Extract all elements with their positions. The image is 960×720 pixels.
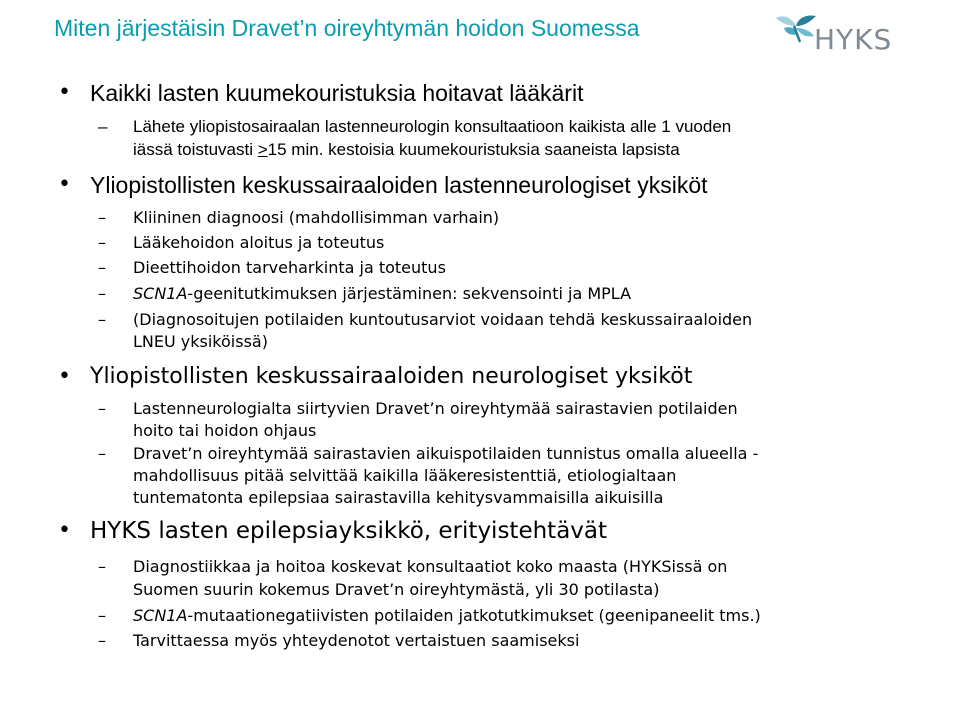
dash-icon: – [98, 117, 108, 136]
list-item-text: SCN1A-mutaationegatiivisten potilaiden jatkotutkimukset (geenipaneelit tms.) [133, 606, 761, 625]
list-item-text: Dieettihoidon tarveharkinta ja toteutus [133, 258, 446, 277]
list-item-text: LNEU yksiköissä) [133, 332, 268, 351]
list-item-text: iässä toistuvasti >15 min. kestoisia kuumekouristuksia saaneista lapsista [133, 140, 680, 159]
heading-text: Yliopistollisten keskussairaaloiden neurologiset yksiköt [90, 364, 693, 389]
heading-text: Yliopistollisten keskussairaaloiden lastenneurologiset yksiköt [90, 172, 708, 198]
dash-icon: – [98, 444, 106, 463]
heading-text: Kaikki lasten kuumekouristuksia hoitavat lääkärit [90, 80, 584, 106]
hyks-logo [774, 12, 914, 60]
list-item-text: Diagnostiikkaa ja hoitoa koskevat konsultaatiot koko maasta (HYKSissä on [133, 557, 728, 576]
dash-icon: – [98, 284, 106, 303]
heading-text: HYKS lasten epilepsiayksikkö, erityistehtävät [90, 518, 608, 544]
bullet-icon: • [58, 364, 71, 389]
dash-icon: – [98, 606, 106, 625]
list-item-text: Lääkehoidon aloitus ja toteutus [133, 233, 385, 252]
list-item-text: mahdollisuus pitää selvittää kaikilla lääkeresistenttiä, etiologialtaan [133, 466, 677, 485]
dash-icon: – [98, 631, 106, 650]
list-item-text: tuntematonta epilepsiaa sairastavilla kehitysvammaisilla aikuisilla [133, 488, 664, 507]
bullet-icon: • [58, 80, 71, 105]
list-item-text: Lähete yliopistosairaalan lastenneurologin konsultaatioon kaikista alle 1 vuoden [133, 117, 732, 136]
dash-icon: – [98, 310, 106, 329]
dash-icon: – [98, 557, 106, 576]
list-item-text: Kliininen diagnoosi (mahdollisimman varhain) [133, 208, 500, 227]
list-item-text: (Diagnosoitujen potilaiden kuntoutusarviot voidaan tehdä keskussairaaloiden [133, 310, 753, 329]
list-item-text: SCN1A-geenitutkimuksen järjestäminen: sekvensointi ja MPLA [133, 284, 632, 303]
bullet-icon: • [58, 172, 71, 197]
list-item-text: hoito tai hoidon ohjaus [133, 421, 317, 440]
list-item-text: Dravet’n oireyhtymää sairastavien aikuispotilaiden tunnistus omalla alueella - [133, 444, 759, 463]
dash-icon: – [98, 258, 106, 277]
list-item-text: Tarvittaessa myös yhteydenotot vertaistuen saamiseksi [133, 631, 580, 650]
logo-text: HYKS [814, 23, 893, 56]
butterfly-icon [774, 12, 818, 48]
dash-icon: – [98, 233, 106, 252]
list-item-text: Suomen suurin kokemus Dravet’n oireyhtymästä, yli 30 potilasta) [133, 580, 660, 599]
slide-title: Miten järjestäisin Dravet’n oireyhtymän hoidon Suomessa [54, 15, 640, 41]
dash-icon: – [98, 399, 106, 418]
dash-icon: – [98, 208, 106, 227]
bullet-icon: • [58, 518, 71, 543]
list-item-text: Lastenneurologialta siirtyvien Dravet’n oireyhtymää sairastavien potilaiden [133, 399, 738, 418]
